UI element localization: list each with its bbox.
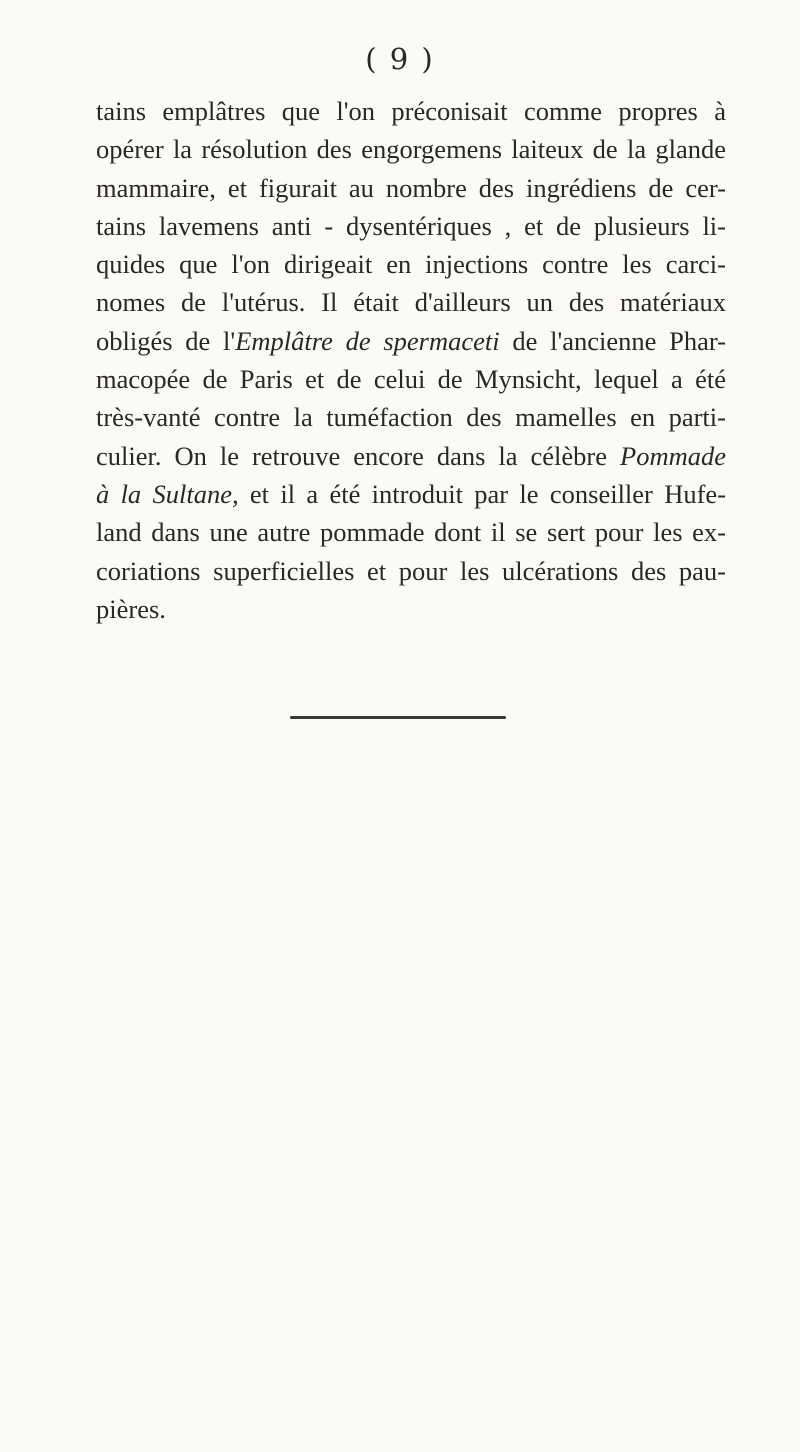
text-line: tains lavemens anti - dysentériques , et de plusieurs li- <box>96 210 726 241</box>
text-segment: culier. On le retrouve encore dans la célèbre <box>96 440 621 471</box>
italic-title: Pommade <box>620 440 726 471</box>
text-line: quides que l'on dirigeait en injections contre les carci- <box>96 249 726 280</box>
italic-title: à la Sultane, <box>96 478 239 509</box>
text-segment: obligés de l' <box>96 325 236 356</box>
body-text <box>96 92 726 628</box>
text-line: opérer la résolution des engorgemens laiteux de la glande <box>96 134 726 165</box>
text-segment: et il a été introduit par le conseiller Hufe- <box>238 478 726 509</box>
text-line <box>96 437 726 475</box>
text-line: mammaire, et figurait au nombre des ingrédiens de cer- <box>96 172 726 203</box>
text-line: coriations superficielles et pour les ulcérations des pau- <box>96 555 726 586</box>
text-segment: de l'ancienne Phar- <box>499 325 726 356</box>
text-line: macopée de Paris et de celui de Mynsicht, lequel a été <box>96 364 726 395</box>
text-line <box>96 475 726 513</box>
text-line: très-vanté contre la tuméfaction des mamelles en parti- <box>96 402 726 433</box>
text-line <box>96 322 726 360</box>
text-line: land dans une autre pommade dont il se sert pour les ex- <box>96 517 726 548</box>
text-line: tains emplâtres que l'on préconisait comme propres à <box>96 96 726 126</box>
section-divider <box>290 716 506 719</box>
text-line: pières. <box>96 593 166 624</box>
text-line: nomes de l'utérus. Il était d'ailleurs un des matériaux <box>96 287 726 318</box>
page-number: ( 9 ) <box>365 42 435 76</box>
italic-title: Emplâtre de spermaceti <box>235 325 500 356</box>
